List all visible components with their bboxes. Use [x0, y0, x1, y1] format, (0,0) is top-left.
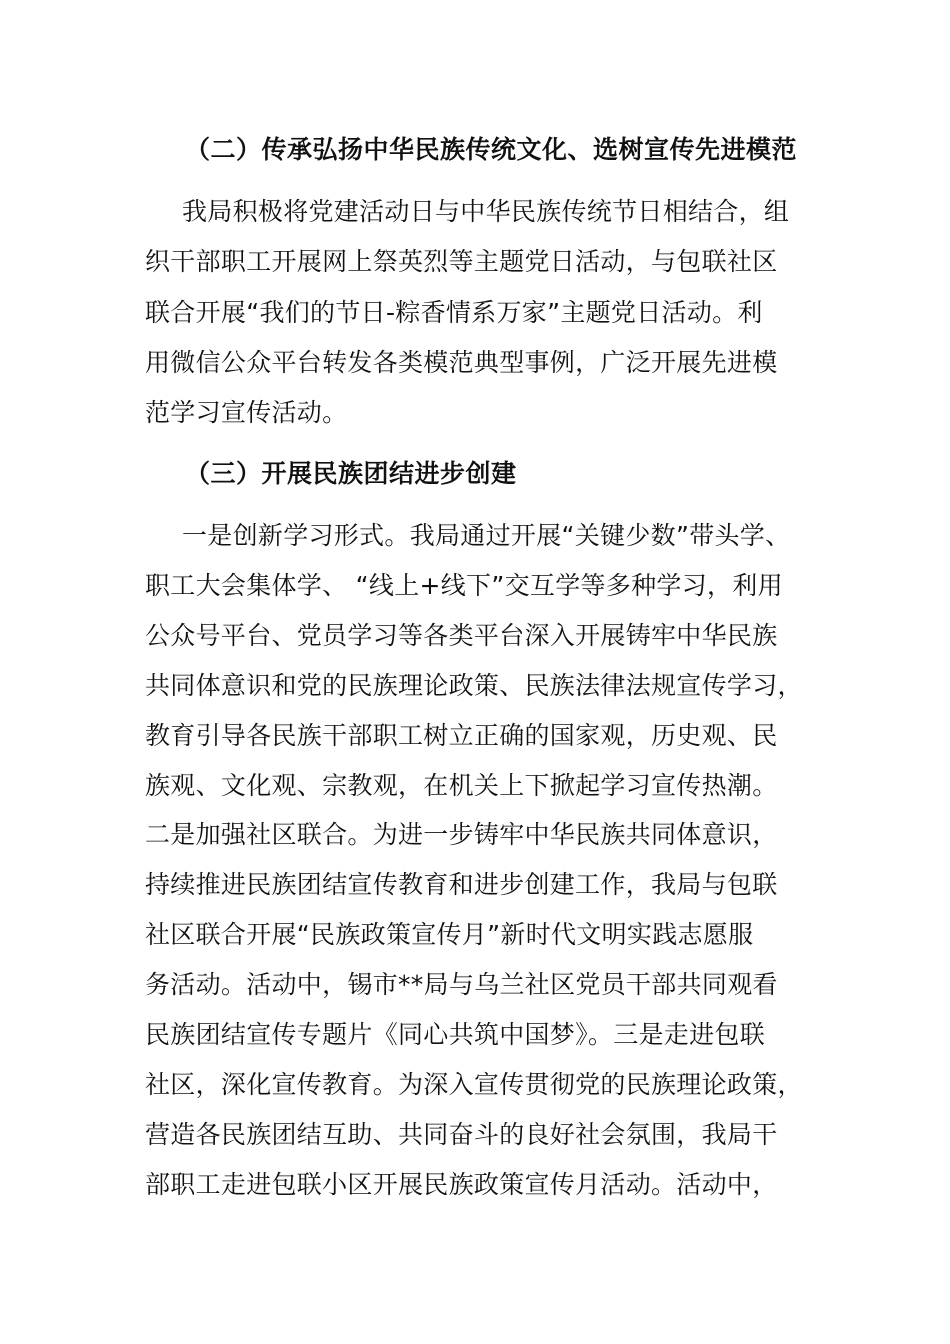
- section-3-line-2: 职工大会集体学、 “线上+线下”交互学等多种学习，利用: [145, 571, 783, 600]
- section-3-line-9: 社区联合开展“民族政策宣传月”新时代文明实践志愿服: [145, 920, 754, 949]
- section-2-line-4: 用微信公众平台转发各类模范典型事例，广泛开展先进模: [145, 348, 778, 377]
- section-3-line-7: 二是加强社区联合。为进一步铸牢中华民族共同体意识，: [145, 820, 778, 849]
- section-2-heading: （二）传承弘扬中华民族传统文化、选树宣传先进模范: [185, 135, 798, 164]
- section-3-line-1: 一是创新学习形式。我局通过开展“关键少数”带头学、: [182, 521, 791, 550]
- section-3-line-14: 部职工走进包联小区开展民族政策宣传月活动。活动中，: [145, 1170, 778, 1199]
- section-3-line-13: 营造各民族团结互助、共同奋斗的良好社会氛围，我局干: [145, 1120, 778, 1149]
- section-3-heading: （三）开展民族团结进步创建: [185, 459, 517, 488]
- section-3-line-10: 务活动。活动中，锡市**局与乌兰社区党员干部共同观看: [145, 970, 778, 999]
- section-2-line-1: 我局积极将党建活动日与中华民族传统节日相结合，组: [182, 197, 790, 226]
- section-3-line-5: 教育引导各民族干部职工树立正确的国家观，历史观、民: [145, 721, 778, 750]
- section-3-line-6: 族观、文化观、宗教观，在机关上下掀起学习宣传热潮。: [145, 771, 778, 800]
- section-3-line-4: 共同体意识和党的民族理论政策、民族法律法规宣传学习，: [145, 671, 803, 700]
- section-2-line-2: 织干部职工开展网上祭英烈等主题党日活动，与包联社区: [145, 247, 778, 276]
- section-2-line-3: 联合开展“我们的节日-粽香情系万家”主题党日活动。利: [145, 298, 763, 327]
- section-3-line-8: 持续推进民族团结宣传教育和进步创建工作，我局与包联: [145, 870, 778, 899]
- section-3-line-12: 社区，深化宣传教育。为深入宣传贯彻党的民族理论政策，: [145, 1070, 803, 1099]
- section-2-line-5: 范学习宣传活动。: [145, 398, 348, 427]
- section-3-line-3: 公众号平台、党员学习等各类平台深入开展铸牢中华民族: [145, 621, 778, 650]
- section-3-line-11: 民族团结宣传专题片《同心共筑中国梦》。三是走进包联: [145, 1020, 766, 1049]
